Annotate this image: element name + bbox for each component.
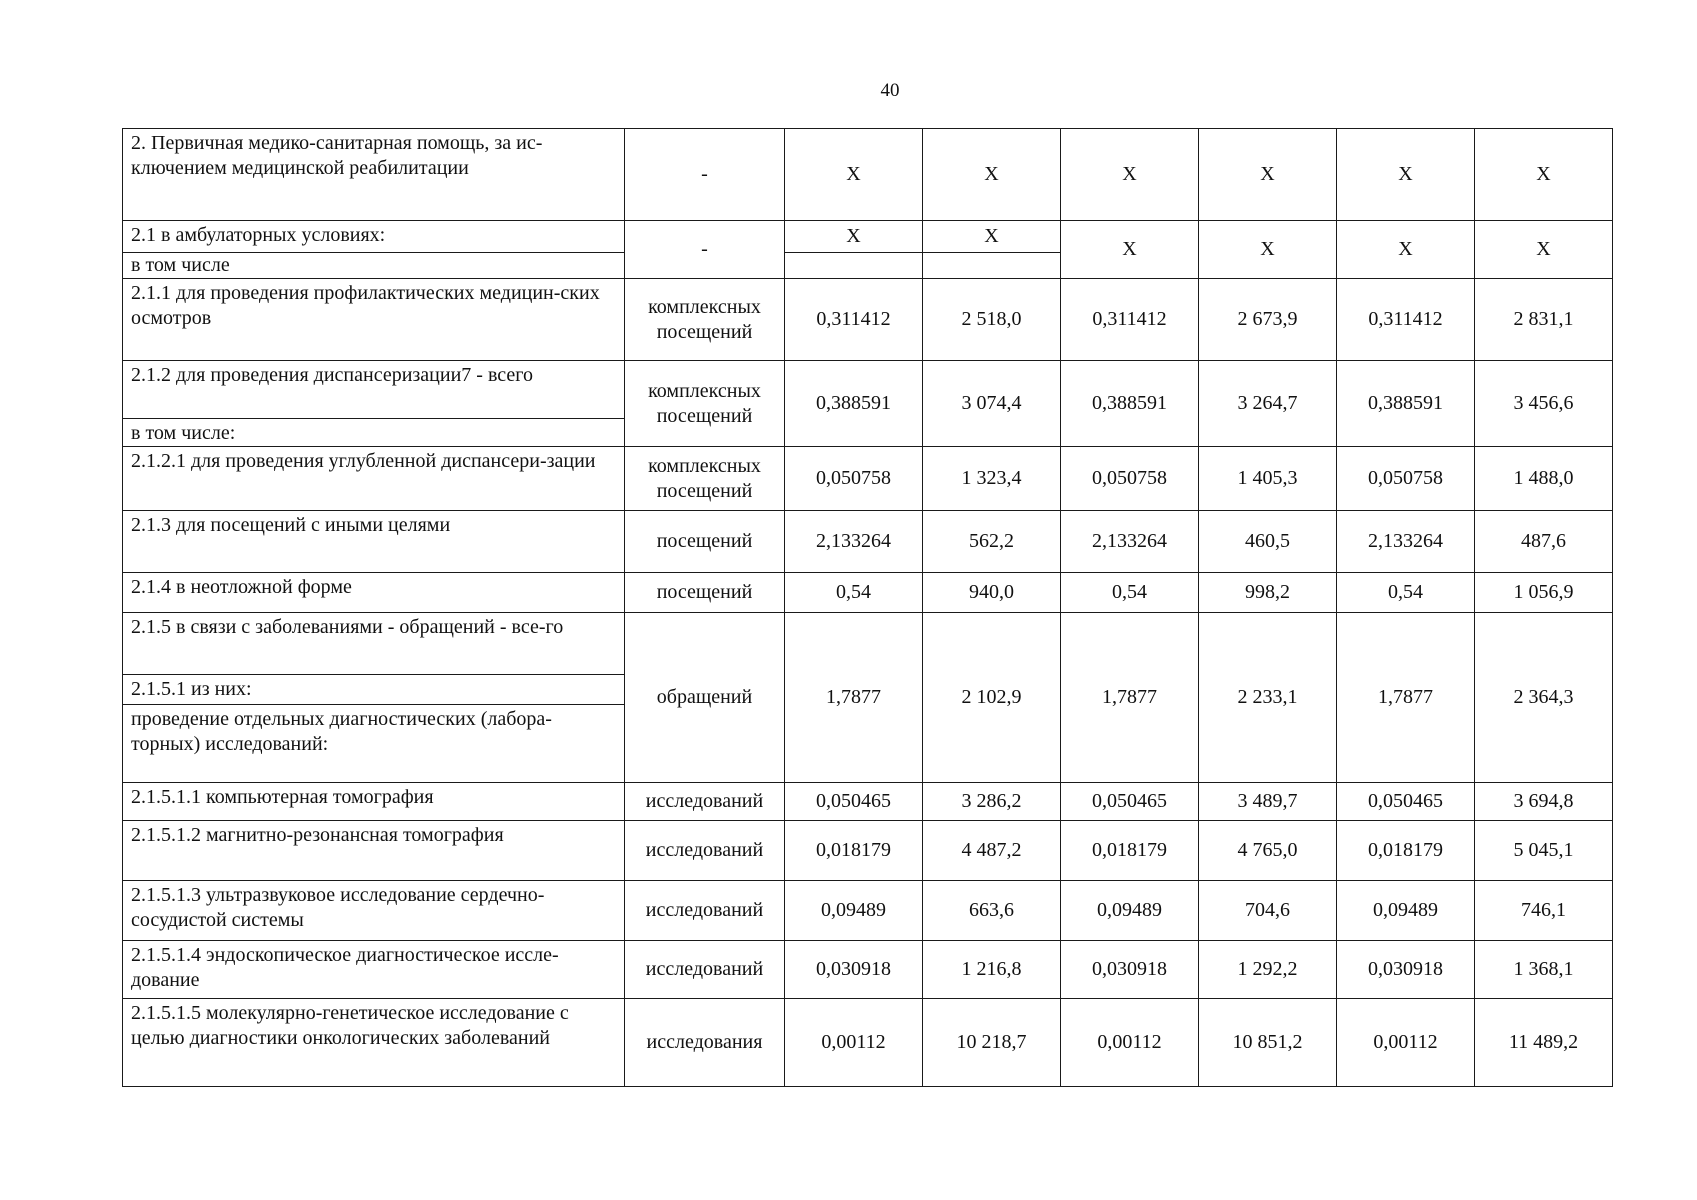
value-cell: 0,018179 bbox=[1061, 821, 1199, 881]
value-cell: 460,5 bbox=[1199, 511, 1337, 573]
table-row bbox=[123, 783, 1613, 821]
value-cell: 0,050758 bbox=[785, 447, 923, 511]
value-cell: 4 765,0 bbox=[1199, 821, 1337, 881]
value-cell: 0,030918 bbox=[1337, 941, 1475, 999]
row-name: 2.1.5.1.4 эндоскопическое диагностическое иссле-дование bbox=[123, 941, 625, 999]
value-cell: 1 292,2 bbox=[1199, 941, 1337, 999]
unit-cell: комплексных посещений bbox=[625, 361, 785, 447]
row-name: 2.1.5 в связи с заболеваниями - обращений - все-го bbox=[123, 613, 625, 675]
value-cell: 3 264,7 bbox=[1199, 361, 1337, 447]
value-cell: 940,0 bbox=[923, 573, 1061, 613]
value-cell: X bbox=[1199, 129, 1337, 221]
row-name: 2.1.3 для посещений с иными целями bbox=[123, 511, 625, 573]
value-cell: X bbox=[785, 221, 923, 253]
table-row bbox=[123, 361, 1613, 419]
row-name: 2.1 в амбулаторных условиях: bbox=[123, 221, 625, 253]
value-cell: X bbox=[785, 129, 923, 221]
row-subtext: в том числе: bbox=[123, 419, 625, 447]
value-cell: 1 405,3 bbox=[1199, 447, 1337, 511]
value-cell: 2,133264 bbox=[1337, 511, 1475, 573]
row-name: 2.1.5.1.1 компьютерная томография bbox=[123, 783, 625, 821]
value-cell: 562,2 bbox=[923, 511, 1061, 573]
table-row bbox=[123, 279, 1613, 361]
value-cell: 0,388591 bbox=[1337, 361, 1475, 447]
row-subtext: 2.1.5.1 из них: bbox=[123, 675, 625, 705]
value-cell: 0,09489 bbox=[785, 881, 923, 941]
value-cell: 0,388591 bbox=[785, 361, 923, 447]
unit-cell: исследований bbox=[625, 783, 785, 821]
value-cell: X bbox=[1061, 221, 1199, 279]
value-cell: 0,311412 bbox=[1337, 279, 1475, 361]
page-number: 40 bbox=[880, 80, 900, 101]
value-cell: 1 323,4 bbox=[923, 447, 1061, 511]
value-cell: 0,54 bbox=[1061, 573, 1199, 613]
row-name: 2. Первичная медико-санитарная помощь, за ис-ключением медицинской реабилитации bbox=[123, 129, 625, 221]
value-cell: 0,54 bbox=[785, 573, 923, 613]
unit-cell: обращений bbox=[625, 613, 785, 783]
value-cell: 5 045,1 bbox=[1475, 821, 1613, 881]
value-cell: 4 487,2 bbox=[923, 821, 1061, 881]
value-cell: 0,311412 bbox=[785, 279, 923, 361]
table-row bbox=[123, 941, 1613, 999]
value-cell: 0,00112 bbox=[1061, 999, 1199, 1087]
value-cell: 746,1 bbox=[1475, 881, 1613, 941]
value-cell: 0,030918 bbox=[785, 941, 923, 999]
value-cell: 1,7877 bbox=[1061, 613, 1199, 783]
value-cell: 2 831,1 bbox=[1475, 279, 1613, 361]
unit-cell: - bbox=[625, 221, 785, 279]
row-subtext: в том числе bbox=[123, 253, 625, 279]
value-cell: 0,050465 bbox=[785, 783, 923, 821]
value-cell: 2 673,9 bbox=[1199, 279, 1337, 361]
unit-cell: исследований bbox=[625, 821, 785, 881]
value-cell: 2 102,9 bbox=[923, 613, 1061, 783]
value-cell: 3 456,6 bbox=[1475, 361, 1613, 447]
unit-cell: комплексных посещений bbox=[625, 447, 785, 511]
table-row bbox=[123, 447, 1613, 511]
value-cell: 663,6 bbox=[923, 881, 1061, 941]
value-cell: 2,133264 bbox=[785, 511, 923, 573]
value-cell: X bbox=[1199, 221, 1337, 279]
row-name: 2.1.5.1.5 молекулярно-генетическое исследование с целью диагностики онкологических заболеваний bbox=[123, 999, 625, 1087]
value-cell: X bbox=[1337, 129, 1475, 221]
unit-cell: посещений bbox=[625, 511, 785, 573]
value-cell: 2,133264 bbox=[1061, 511, 1199, 573]
value-cell: 11 489,2 bbox=[1475, 999, 1613, 1087]
value-cell: X bbox=[1337, 221, 1475, 279]
row-subtext: проведение отдельных диагностических (лабора-торных) исследований: bbox=[123, 705, 625, 783]
value-cell: 0,311412 bbox=[1061, 279, 1199, 361]
value-cell: 0,018179 bbox=[1337, 821, 1475, 881]
table-row bbox=[123, 129, 1613, 221]
value-cell: 0,09489 bbox=[1061, 881, 1199, 941]
empty-cell bbox=[785, 253, 923, 279]
unit-cell: исследования bbox=[625, 999, 785, 1087]
table-row bbox=[123, 821, 1613, 881]
table-row bbox=[123, 573, 1613, 613]
value-cell: 2 518,0 bbox=[923, 279, 1061, 361]
table-row bbox=[123, 613, 1613, 675]
value-cell: 1,7877 bbox=[785, 613, 923, 783]
value-cell: 0,018179 bbox=[785, 821, 923, 881]
value-cell: 704,6 bbox=[1199, 881, 1337, 941]
value-cell: X bbox=[923, 129, 1061, 221]
table-row bbox=[123, 221, 1613, 253]
value-cell: 1,7877 bbox=[1337, 613, 1475, 783]
value-cell: 3 286,2 bbox=[923, 783, 1061, 821]
table-row bbox=[123, 999, 1613, 1087]
value-cell: X bbox=[1475, 221, 1613, 279]
table-row bbox=[123, 511, 1613, 573]
value-cell: 1 056,9 bbox=[1475, 573, 1613, 613]
value-cell: 0,050465 bbox=[1061, 783, 1199, 821]
value-cell: 0,050465 bbox=[1337, 783, 1475, 821]
value-cell: 1 216,8 bbox=[923, 941, 1061, 999]
value-cell: 3 694,8 bbox=[1475, 783, 1613, 821]
value-cell: 0,388591 bbox=[1061, 361, 1199, 447]
unit-cell: исследований bbox=[625, 941, 785, 999]
row-name: 2.1.2 для проведения диспансеризации7 - всего bbox=[123, 361, 625, 419]
unit-cell: - bbox=[625, 129, 785, 221]
row-name: 2.1.4 в неотложной форме bbox=[123, 573, 625, 613]
table-row bbox=[123, 881, 1613, 941]
value-cell: 2 364,3 bbox=[1475, 613, 1613, 783]
value-cell: 0,00112 bbox=[1337, 999, 1475, 1087]
unit-cell: комплексных посещений bbox=[625, 279, 785, 361]
value-cell: 998,2 bbox=[1199, 573, 1337, 613]
row-name: 2.1.5.1.2 магнитно-резонансная томография bbox=[123, 821, 625, 881]
row-name: 2.1.1 для проведения профилактических медицин-ских осмотров bbox=[123, 279, 625, 361]
value-cell: 0,030918 bbox=[1061, 941, 1199, 999]
data-table bbox=[122, 128, 1613, 1087]
value-cell: X bbox=[1061, 129, 1199, 221]
row-name: 2.1.5.1.3 ультразвуковое исследование сердечно-сосудистой системы bbox=[123, 881, 625, 941]
unit-cell: посещений bbox=[625, 573, 785, 613]
value-cell: 0,09489 bbox=[1337, 881, 1475, 941]
row-name: 2.1.2.1 для проведения углубленной диспансери-зации bbox=[123, 447, 625, 511]
value-cell: 10 218,7 bbox=[923, 999, 1061, 1087]
value-cell: 1 368,1 bbox=[1475, 941, 1613, 999]
value-cell: 10 851,2 bbox=[1199, 999, 1337, 1087]
value-cell: 0,00112 bbox=[785, 999, 923, 1087]
value-cell: 2 233,1 bbox=[1199, 613, 1337, 783]
value-cell: X bbox=[923, 221, 1061, 253]
value-cell: 0,050758 bbox=[1337, 447, 1475, 511]
empty-cell bbox=[923, 253, 1061, 279]
value-cell: 3 489,7 bbox=[1199, 783, 1337, 821]
value-cell: X bbox=[1475, 129, 1613, 221]
value-cell: 0,54 bbox=[1337, 573, 1475, 613]
value-cell: 3 074,4 bbox=[923, 361, 1061, 447]
value-cell: 1 488,0 bbox=[1475, 447, 1613, 511]
unit-cell: исследований bbox=[625, 881, 785, 941]
value-cell: 0,050758 bbox=[1061, 447, 1199, 511]
value-cell: 487,6 bbox=[1475, 511, 1613, 573]
